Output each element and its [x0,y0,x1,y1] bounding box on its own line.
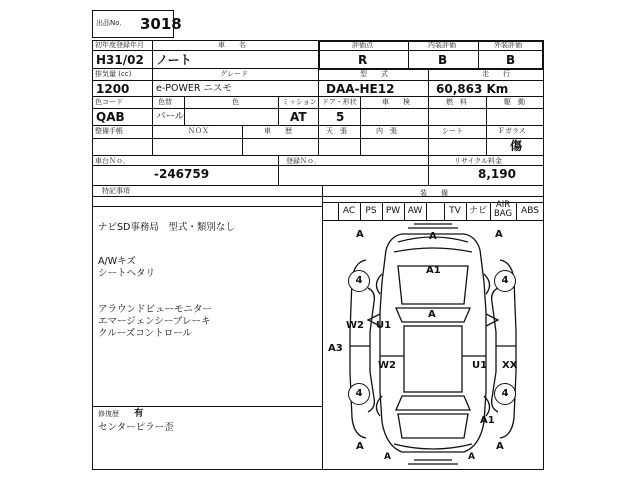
model-code: DAA-HE12 [326,82,395,96]
door-count: 5 [336,110,345,124]
chassis-label: 車台Ｎｏ． [95,157,130,165]
damage-code: W2 [378,360,396,371]
lot-label: 出品No． [96,19,127,27]
color-change-label: 色替 [158,98,172,106]
equip-navi: ナビ [468,206,487,216]
equip-tv: TV [449,206,461,216]
auction-sheet [92,10,544,470]
damage-code: A1 [480,415,495,426]
score-label: 評価点 [352,41,373,49]
note-line: シートヘタリ [98,268,156,279]
inspection-label: 車 検 [382,98,410,106]
fuel-label: 燃 料 [446,98,467,106]
door-label: ドア・形状 [322,98,357,106]
exterior-score: B [506,53,516,67]
equip-pw: PW [385,206,401,216]
note-line: クルーズコントロール [98,328,193,339]
damage-code: W2 [346,320,364,331]
year-label: 初年度登録年月 [95,41,144,49]
nox-label: ＮＯＸ [188,127,209,135]
note-line: A/Wキズ [98,256,136,267]
notes-label: 特記事項 [102,187,130,195]
color-code: QAB [96,110,125,124]
equip-airbag: AIR BAG [493,200,513,219]
car-name: ノート [156,53,192,67]
repair-history-label: 修復歴 [98,410,119,418]
damage-code: A [429,231,437,242]
registration-label: 登録Ｎｏ． [286,157,321,165]
note-line: アラウンドビューモニター [98,304,213,315]
damage-code: XX [502,360,518,371]
displacement: 1200 [96,82,130,96]
interior-trim-label: 内 張 [376,127,397,135]
chassis-number: -246759 [154,167,210,181]
damage-code: A [468,452,475,462]
grade: e-POWER ニスモ [156,83,232,94]
repair-note: センターピラー歪 [98,422,174,433]
interior-score: B [438,53,448,67]
roof-outline [404,326,462,392]
model-label: 型 式 [360,70,388,78]
note-line: エマージェンシーブレーキ [98,316,211,327]
grade-label: グレード [220,70,248,78]
history-label: 車 歴 [264,127,292,135]
repair-history: 有 [134,408,144,419]
damage-code: A [356,441,364,452]
equip-ps: PS [365,206,377,216]
damage-code: A1 [426,265,441,276]
tire-front-right: 4 [494,270,516,292]
evaluation-score: R [358,53,368,67]
damage-code: A [384,452,391,462]
damage-code: A [356,229,364,240]
car-diagram [324,222,542,468]
displacement-label: 排気量 (cc) [95,70,132,78]
mileage-label: 走 行 [482,70,510,78]
damage-code: A3 [328,343,343,354]
tire-front-left: 4 [348,270,370,292]
damage-code: U1 [472,360,488,371]
first-registration: H31/02 [96,53,144,67]
color: パール [156,111,185,122]
color-label: 色 [232,98,239,106]
sunroof-label: 天 張 [326,127,347,135]
tire-rear-left: 4 [348,383,370,405]
car-name-label: 車 名 [218,41,246,49]
equip-abs: ABS [521,206,539,216]
interior-score-label: 内装評価 [428,41,456,49]
damage-code: U1 [376,320,392,331]
note-line: ナビSD事務局 型式・類別なし [98,222,235,233]
equipment-label: 装 備 [420,189,448,197]
lot-number: 3018 [140,15,182,33]
service-book-label: 整備手帳 [95,127,123,135]
recycle-fee-label: リサイクル料金 [454,157,503,165]
seat-label: シート [442,127,463,135]
damage-code: A [495,229,503,240]
damage-code: A [428,309,436,320]
equip-ac: AC [342,206,356,216]
drive-label: 駆 動 [504,98,525,106]
damage-code: A [496,441,504,452]
transmission: AT [290,110,307,124]
tire-rear-right: 4 [494,383,516,405]
windshield-label: Ｆガラス [498,127,526,135]
mileage: 60,863 Km [436,82,509,96]
mission-label: ミッション [282,98,317,106]
windshield-status: 傷 [510,139,523,153]
exterior-score-label: 外装評価 [494,41,522,49]
recycle-fee: 8,190 [478,167,516,181]
equip-aw: AW [407,206,423,216]
color-code-label: 色コード [95,98,123,106]
